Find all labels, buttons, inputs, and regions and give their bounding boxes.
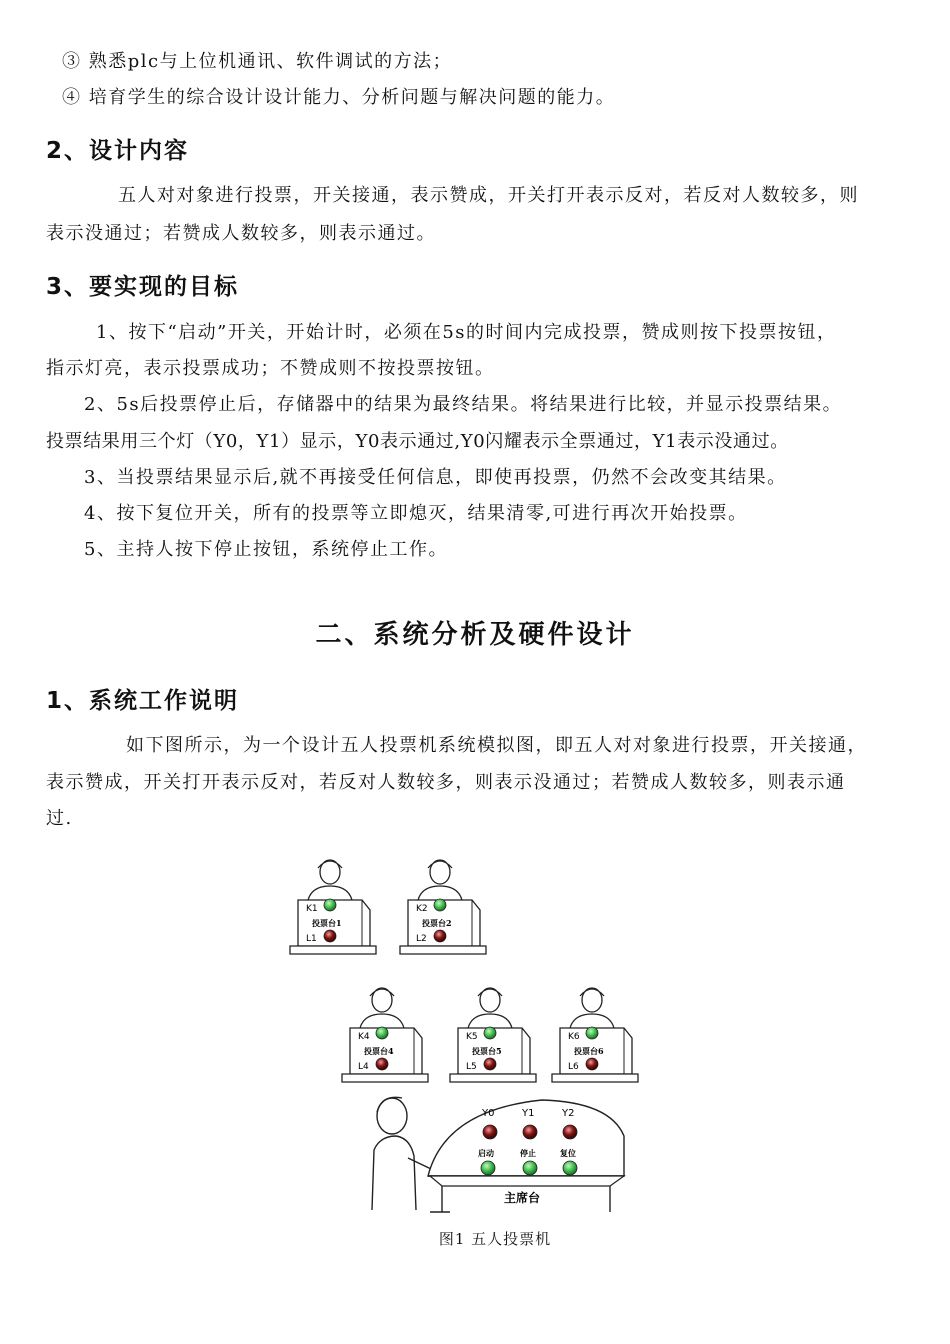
- host-lamp-y2: [563, 1125, 577, 1139]
- station-4-lamp-label: L4: [358, 1062, 369, 1072]
- station-5-key-label: K5: [466, 1032, 478, 1042]
- voting-station-6: [552, 988, 638, 1082]
- station-6-label: 投票台6: [574, 1046, 604, 1056]
- host-stop-label: 停止: [520, 1148, 536, 1158]
- station-2-indicator-lamp: [434, 930, 446, 942]
- section-heading-design-content: 2、设计内容: [46, 138, 190, 164]
- station-1-indicator-lamp: [324, 930, 336, 942]
- goal-5: 5、主持人按下停止按钮，系统停止工作。: [84, 539, 448, 560]
- goal-1-line-1: 1、按下“启动”开关，开始计时，必须在5s的时间内完成投票，赞成则按下投票按钮，: [96, 322, 837, 343]
- goal-2-line-2: 投票结果用三个灯（Y0，Y1）显示，Y0表示通过,Y0闪耀表示全票通过，Y1表示没通过。: [46, 431, 789, 452]
- station-1-vote-button: [324, 899, 336, 911]
- station-4-key-label: K4: [358, 1032, 370, 1042]
- host-console: [372, 1097, 624, 1212]
- station-4-vote-button: [376, 1027, 388, 1039]
- voting-machine-figure: [280, 840, 640, 1220]
- host-lamp-y2-label: Y2: [562, 1108, 575, 1119]
- system-desc-line-3: 过.: [46, 808, 73, 829]
- host-start-button: [481, 1161, 495, 1175]
- system-desc-line-2: 表示赞成，开关打开表示反对，若反对人数较多，则表示没通过；若赞成人数较多，则表示通: [46, 772, 846, 793]
- station-4-indicator-lamp: [376, 1058, 388, 1070]
- host-start-label: 启动: [478, 1148, 494, 1158]
- host-lamp-y0: [483, 1125, 497, 1139]
- section-heading-system-desc: 1、系统工作说明: [46, 688, 240, 714]
- figure-caption: 图1 五人投票机: [438, 1230, 552, 1248]
- station-1-key-label: K1: [306, 904, 318, 914]
- voting-station-1: [290, 860, 376, 954]
- station-5-lamp-label: L5: [466, 1062, 477, 1072]
- host-reset-button: [563, 1161, 577, 1175]
- host-lamp-y1: [523, 1125, 537, 1139]
- station-2-vote-button: [434, 899, 446, 911]
- host-reset-label: 复位: [560, 1148, 576, 1158]
- section-heading-goals: 3、要实现的目标: [46, 274, 240, 300]
- chapter-title: 二、系统分析及硬件设计: [315, 620, 635, 650]
- design-content-line-2: 表示没通过；若赞成人数较多，则表示通过。: [46, 223, 436, 244]
- station-2-lamp-label: L2: [416, 934, 427, 944]
- goal-4: 4、按下复位开关，所有的投票等立即熄灭，结果清零,可进行再次开始投票。: [84, 503, 748, 524]
- station-2-key-label: K2: [416, 904, 428, 914]
- system-desc-line-1: 如下图所示，为一个设计五人投票机系统模拟图，即五人对对象进行投票，开关接通，: [126, 735, 867, 756]
- objective-item-3: ③ 熟悉plc与上位机通讯、软件调试的方法；: [62, 51, 453, 72]
- station-1-label: 投票台1: [312, 918, 342, 928]
- host-lamp-y0-label: Y0: [482, 1108, 495, 1119]
- voting-station-2: [400, 860, 486, 954]
- host-console-label: 主席台: [504, 1191, 541, 1205]
- station-5-label: 投票台5: [472, 1046, 502, 1056]
- station-1-lamp-label: L1: [306, 934, 317, 944]
- station-6-key-label: K6: [568, 1032, 580, 1042]
- goal-1-line-2: 指示灯亮，表示投票成功；不赞成则不按投票按钮。: [46, 358, 495, 379]
- station-6-vote-button: [586, 1027, 598, 1039]
- voting-station-4: [342, 988, 428, 1082]
- host-lamp-y1-label: Y1: [522, 1108, 535, 1119]
- goal-2-line-1: 2、5s后投票停止后，存储器中的结果为最终结果。将结果进行比较，并显示投票结果。: [84, 394, 843, 415]
- station-5-vote-button: [484, 1027, 496, 1039]
- station-6-lamp-label: L6: [568, 1062, 579, 1072]
- voting-station-5: [450, 988, 536, 1082]
- station-5-indicator-lamp: [484, 1058, 496, 1070]
- host-stop-button: [523, 1161, 537, 1175]
- station-4-label: 投票台4: [364, 1046, 394, 1056]
- design-content-line-1: 五人对对象进行投票，开关接通，表示赞成，开关打开表示反对，若反对人数较多，则: [118, 185, 859, 206]
- goal-3: 3、当投票结果显示后,就不再接受任何信息，即使再投票，仍然不会改变其结果。: [84, 467, 787, 488]
- station-2-label: 投票台2: [422, 918, 452, 928]
- station-6-indicator-lamp: [586, 1058, 598, 1070]
- objective-item-4: ④ 培育学生的综合设计设计能力、分析问题与解决问题的能力。: [62, 87, 616, 108]
